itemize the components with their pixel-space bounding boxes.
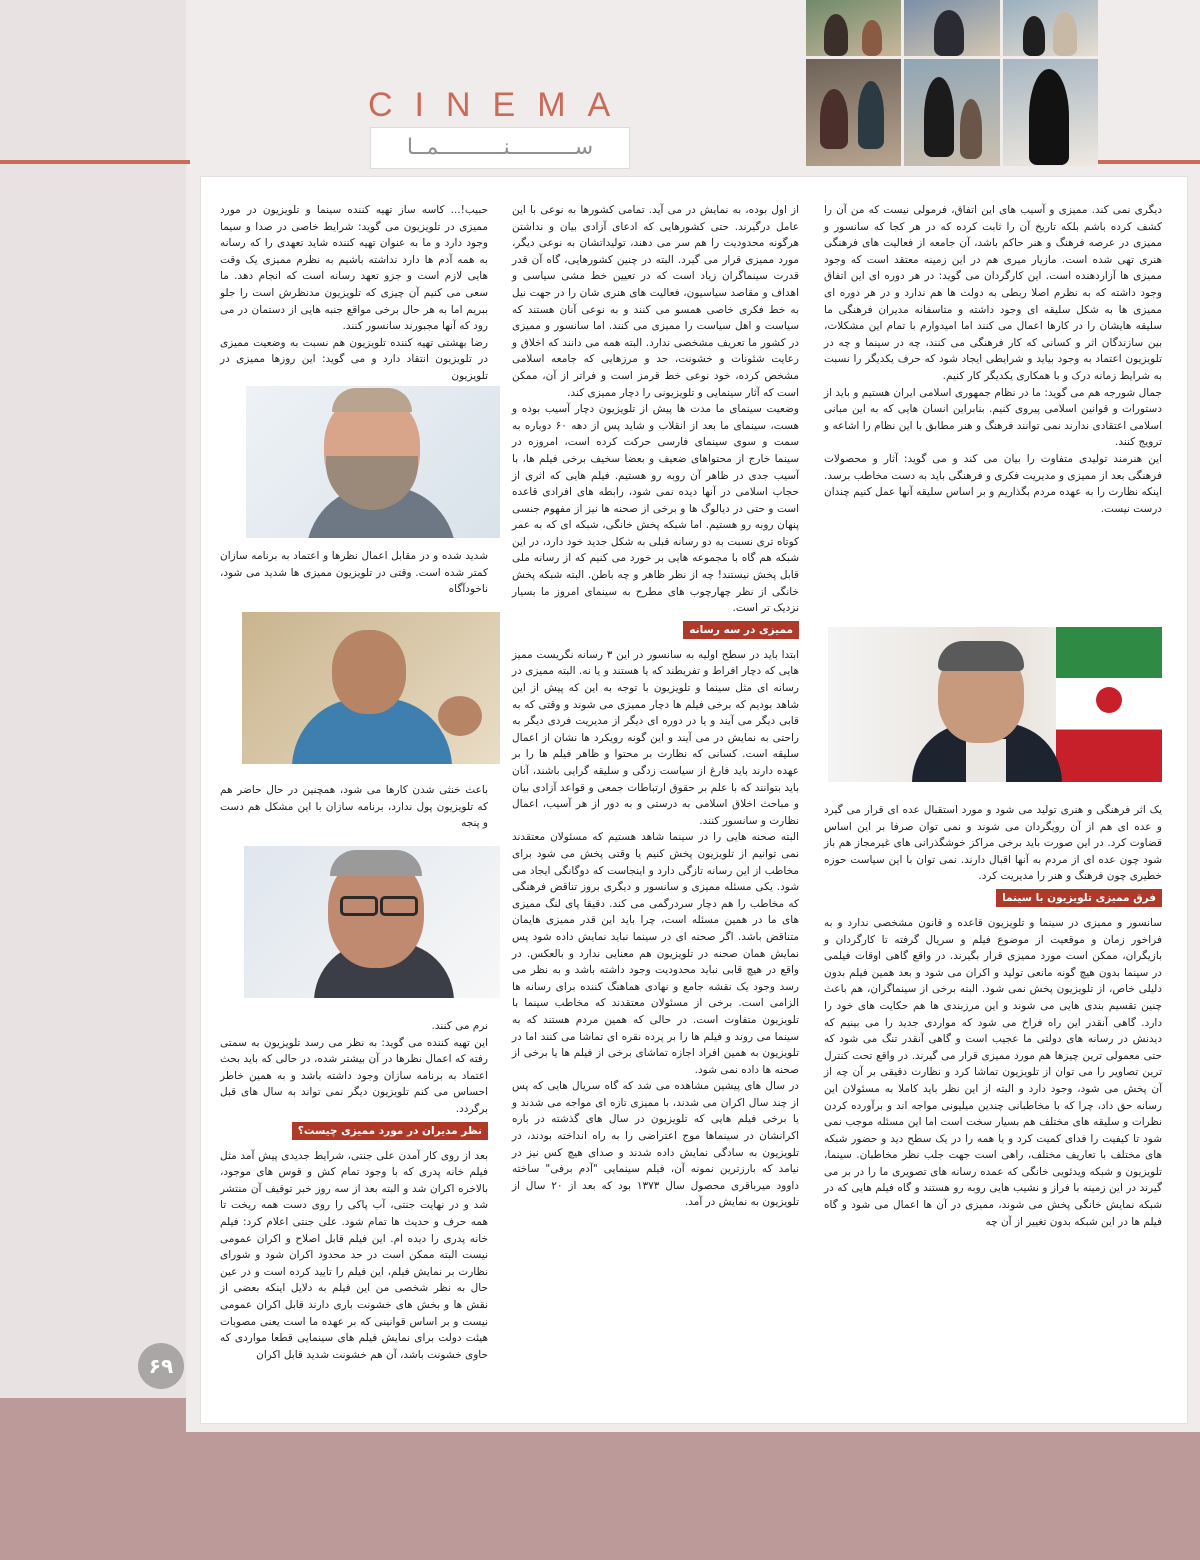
paragraph: بعد از روی کار آمدن علی جنتی، شرایط جدیدی پیش آمد مثل فیلم خانه پدری که با وجود تمام کش و قوس های موجود، بالاخره اکران شد و البته بعد از سه روز خبر توقیف آن منتشر شد و در نهایت جنتی، آب پاکی را روی دست همه ریخت تا همه حرف و حدیث ها تمام شود. علی جنتی اعلام کرد: فیلم خانه پدری را دیده ام. این فیلم قابل اصلاح و اکران عمومی نیست البته ممکن است در حد محدود اکران شود و شورای نظارت بر نمایش فیلم، این فیلم را تایید کرده است و در عین حال به نظر شخصی من این فیلم به دلایل اینکه بعضی از نقش ها و بخش های خشونت باری دارند قابل اکران عمومی نیست و بر اساس قوانینی که بر عهده ما است یعنی مصوبات هیئت دولت برای نمایش فیلم های سینمایی قطعا مواردی که حاوی خشونت باشد، آن هم خشونت شدید قابل اکران <box>220 1149 488 1361</box>
subheading-three-media: ممیزی در سه رسانه <box>683 621 799 639</box>
paragraph: این هنرمند تولیدی متفاوت را بیان می کند و می گوید: آثار و محصولات فرهنگی بعد از ممیزی و مدیریت فکری و فرهنگی باید به دست مخاطب برسد. اینکه نظارت را به عهده مردم بگذاریم و بر اساس سلیقه آنها عمل کنیم چندان درست نیست. <box>824 452 1162 515</box>
man-in-shirt-photo <box>242 612 500 764</box>
article-column-right <box>824 202 1162 517</box>
film-stills-collage <box>806 0 1098 166</box>
header-rule-left <box>0 160 190 164</box>
paragraph: این تهیه کننده می گوید: به نظر می رسد تلویزیون به سمتی رفته که اعمال نظرها در آن بیشتر شده، در حالی که باید بحث اعتماد به برنامه سازان وجود داشته باشد و به همین خاطر احساس می کنم تلویزیون دیگر نمی تواند به سال های قبل برگردد. <box>220 1036 488 1115</box>
paragraph: سانسور و ممیزی در سینما و تلویزیون قاعده و قانون مشخصی ندارد و به فراخور زمان و موقعیت از موضوع فیلم و سریال گرفته تا کارگردان و بازیگران، ممکن است مورد ممیزی قرار بگیرند. در واقع گاهی اوقات فیلمی در سینما بدون هیچ گونه مانعی تولید و اکران می شود و بعد همین فیلم بدون دلیلی خاص، از تلویزیون پخش نمی شود. البته برخی از سینماگران، هم باعث چنین تقسیم بندی هایی می شوند و این مرزبندی ها هم حکایت های خود را دارد. گاهی آنقدر این راه فراخ می شود که مواردی جدید را می بینیم که دیدنش در رسانه های دولتی ما عجیب است و گاهی آنقدر تنگ می شود که حتی معمولی ترین چیزها هم مورد ممیزی قرار می گیرند. در واقع تحت کنترل ترین تصاویر را می توان از تلویزیون تماشا کرد و نظارت دقیقی بر آن چه از آن پخش می شود، وجود دارد و البته از این نظر باید کاملا به مسئولان این رسانه حق داد، چرا که با مخاطبانی چندین میلیونی مواجه اند و برآورده کردن نظرات و سلیقه های مختلف هم بسیار سخت است اما این مسئله موجب نمی شود تا کیفیت را فدای کمیت کرد و یا همه را در یک سطح دید و حضور شبکه های مختلف با تعاریف مختلف، راهی است جهت جلب نظر مخاطبان. سینما، تلویزیون و شبکه ویدئویی خانگی که عمده رسانه های تصویری ما را در بر می گیرند در این زمینه با فراز و نشیب هایی روبه رو هستند و گاه فیلم هایی که در شبکه نمایش خانگی پخش می شوند، ممیزی در آن ها اعمال می شود و گاه فیلم ها در این شبکه بدون تغییر از آن چه <box>824 916 1162 1228</box>
bottom-decorative-band <box>0 1432 1200 1560</box>
minister-photo <box>828 627 1162 782</box>
paragraph: البته صحنه هایی را در سینما شاهد هستیم که مسئولان معتقدند نمی توانیم از تلویزیون پخش کنیم یا وقتی پخش می شود برای مخاطب از این رسانه تازگی دارد و اینجاست که دوگانگی ایجاد می شود. یکی مسئله ممیزی و سانسور و دیگری بروز تناقض فرهنگی که مخاطب را هم دچار سردرگمی می کند. دقیقا پای لنگ ممیزی های ما در همین مسئله است، چرا باید این قدر ممیزی هایمان متناقض باشد. اگر صحنه ای در سینما نباید نمایش داده شود پس نمایش همان صحنه در تلویزیون هم معنایی ندارد و بالعکس. در واقع در هیچ قابی نباید محدودیت وجود داشته باشد و به نظر می رسد وجود یک نقشه جامع و نهادی هماهنگ کننده برای رسانه ها الزامی است. برخی از مسئولان معتقدند که مخاطب سینما با تلویزیون متفاوت است. در حالی که همین مردم هستند که به سینما می روند و فیلم ها را بر پرده نقره ای تماشا می کنند اما در تلویزیون به همین افراد اجازه تماشای برخی از فیلم ها یا برخی از صحنه ها داده نمی شود. <box>512 831 799 1076</box>
page-number: ۶۹ <box>138 1343 184 1389</box>
paragraph: رضا بهشتی تهیه کننده تلویزیون هم نسبت به وضعیت ممیزی در تلویزیون انتقاد دارد و می گوید: این روزها ممیزی در تلویزیون <box>220 336 488 382</box>
article-column-left-caption1 <box>220 548 488 598</box>
film-still <box>806 59 901 166</box>
man-with-glasses-photo <box>244 846 500 998</box>
paragraph: باعث خنثی شدن کارها می شود، همچنین در حال حاضر هم که تلویزیون پول ندارد، برنامه سازان با این مشکل هم دست و پنجه <box>220 784 488 830</box>
article-column-right-lower <box>824 802 1162 1230</box>
paragraph: ابتدا باید در سطح اولیه به سانسور در این ۳ رسانه نگریست ممیز هایی که دچار افراط و تفریطند که یا هستند و یا نه. البته ممیزی در رسانه ای مثل سینما و تلویزیون با توجه به این که پیش از این شاهد بودیم که برخی فیلم ها دچار ممیزی می شوند و وقتی که به قابی دیگر می آیند و یا در دوره ای دیگر از مدیریت فردی دیگر به راحتی به نمایش در می آیند و این گونه رویکرد ها نشان از اعمال سلیقه است. کسانی که نظارت بر محتوا و ظاهر فیلم ها را بر عهده دارند باید فارغ از سیاست زدگی و سلیقه گرایی باشند، آنان باید بتوانند که با علم بر حقوق ارتباطات جمعی و قواعد آزادی بیان و مباحث اخلاق اسلامی به درستی و به دور از هر آسیب، اعمال نظارت و سانسور کنند. <box>512 648 799 827</box>
article-column-left <box>220 202 488 385</box>
paragraph: حبیب!... کاسه ساز تهیه کننده سینما و تلویزیون در مورد ممیزی در تلویزیون می گوید: شرایط خاصی در صدا و سیما وجود دارد و ما به عنوان تهیه کننده شاید تعهدی را که رسانه به همه آدم ها دارد نداشته باشیم به نظرم ممیزی یک وقت هایی لازم است و جزو تعهد رسانه است که انجام دهد. ما سعی می کنیم آن چیزی که تلویزیون مدنظرش است را جلو ببریم اما به هر حال برخی مواقع جنبه هایی از دستمان در می رود که آنها مجبورند سانسور کنند. <box>220 204 488 333</box>
paragraph: وضعیت سینمای ما مدت ها پیش از تلویزیون دچار آسیب بوده و هست، سینمای ما بعد از انقلاب و شاید پس از دهه ۶۰ دوباره به سمت و سوی سینمای فارسی حرکت کرده است، امروزه در سینما خارج از محتواهای ضعیف و بعضا سخیف برخی فیلم ها، با آسیب جدی در ظاهر آن روبه رو هستیم. فیلم هایی که اثری از حجاب اسلامی در آنها دیده نمی شود، رابطه های افرادی قاعده است و حتی در دیالوگ ها و برخی از صحنه ها نیز از مفهوم جنسی پنهان روبه رو هستیم. اما شبکه پخش خانگی، شبکه ای که به عمر کوتاه تری نسبت به دو رسانه قبلی به شکل جدید خود دارد، در این شبکه هم گاه با مجموعه هایی بر خورد می کنیم که از رسانه ملی قابل پخش نیستند! چه از نظر ظاهر و چه باطن. البته شبکه پخش خانگی از نظر چهارچوب های مطرح به سینمای امروز ما بسیار نزدیک تر است. <box>512 403 799 615</box>
section-title-persian: ســــــــــنــــــــــمــا <box>370 127 630 169</box>
film-still <box>904 59 999 166</box>
paragraph: از اول بوده، به نمایش در می آید. تمامی کشورها به نوعی با این عامل درگیرند. حتی کشورهایی که ادعای آزادی بیان و نداشتن هرگونه محدودیت را هم سر می دهند، تولیداتشان به نوعی دیگر، مورد ممیزی قرار می گیرد. البته در چنین کشورهایی، گاه آن قدر قدرت سینماگران زیاد است که در تعیین خط مشی سیاسی و اهداف و مقاصد سیاسیون، فعالیت های هنری شان را در جهت نیل به خط فکری خاصی همسو می کنند و به نوعی آنان هستند که سیاست و اهل سیاست را ممیزی می کنند. اما سانسور و ممیزی در کشور ما تعریف مشخصی ندارد. البته همه می دانند که اخلاق و رعایت شئونات و خشونت، حد و مرزهایی که جامعه اسلامی مشخص کرده، خود نوعی خط قرمز است و فراتر از آن، ممکن است که آثار سینمایی و تلویزیونی را دچار ممیزی کند. <box>512 204 799 399</box>
paragraph: نرم می کنند. <box>431 1020 488 1032</box>
paragraph: در سال های پیشین مشاهده می شد که گاه سریال هایی که پس از چند سال اکران می شدند، با ممیزی تازه ای مواجه می شدند و یا برخی فیلم هایی که تلویزیون در سال های گذشته در باره اکرانشان در سینماها موج اعتراضی را به راه انداخته بودند، در تلویزیون به سادگی نمایش داده شدند و صدای هیچ کس نیز در نیامد که بارزترین نمونه آن، فیلم سینمایی "آدم برفی" ساخته داوود میرباقری محصول سال ۱۳۷۳ بود که بعد از ۲۰ سال از تلویزیون به نمایش در آمد. <box>512 1080 800 1209</box>
paragraph: یک اثر فرهنگی و هنری تولید می شود و مورد استقبال عده ای قرار می گیرد و عده ای هم از آن رویگردان می شوند و نمی توان صرفا بر این اساس قضاوت کرد. در این صورت باید برخی مراکز خوشگذرانی های غیرمجاز هم باز شود چون عده ای از مردم به آنها اقبال دارند. نمی توان با این سیاست حوزه خطیری چون فرهنگ و هنر را مدیریت کرد. <box>824 804 1162 883</box>
left-decorative-strip <box>0 1398 186 1438</box>
paragraph: شدید شده و در مقابل اعمال نظرها و اعتماد به برنامه سازان کمتر شده است. وقتی در تلویزیون ممیزی ها شدید می شود، ناخودآگاه <box>220 550 488 596</box>
film-still <box>904 0 999 56</box>
article-column-left-lower <box>220 1018 488 1363</box>
film-still <box>1003 0 1098 56</box>
subheading-managers-view: نظر مدیران در مورد ممیزی چیست؟ <box>292 1122 488 1140</box>
bearded-man-photo <box>246 386 500 538</box>
paragraph: دیگری نمی کند. ممیزی و آسیب های این اتفاق، فرمولی نیست که من آن را کشف کرده باشم بلکه تاریخ آن را ثابت کرده که در هر کجا که سانسور و ممیزی در عرصه فرهنگ و هنر حاکم باشد، آن جامعه از فعالیت های فرهنگی هنری تهی شده است. مازیار میری هم در این زمینه معتقد است که وجود ممیزی ها آزاردهنده است. این کارگردان می گوید: در هر دوره ای این اتفاق وجود داشته که به نظرم اصلا ربطی به دولت ها هم ندارد و در هر دوره ای ممیزی ها به شکل سلیقه ای وجود داشته و متاسفانه مدیران فرهنگی ما سلیقه هایشان را در کارها اعمال می کنند اما امیدوارم با تمام این مشکلات، بین سازندگان اثر و کسانی که کار فرهنگی می کنند، چه در سینما و چه در تلویزیون اعتماد به وجود بیاید و شرایطی ایجاد شود که حرف یکدیگر را نسبت به شرایط زمانه درک و با همکاری یکدیگر کار کنیم. <box>824 204 1162 382</box>
paragraph: جمال شورجه هم می گوید: ما در نظام جمهوری اسلامی ایران هستیم و باید از دستورات و قوانین اسلامی پیروی کنیم. بنابراین انسان هایی که به این مبانی اسلامی اعتقادی ندارند نمی توانند فرهنگ و هنر مطابق با این نظام را اشاعه و ترویج کنند. <box>824 386 1162 449</box>
section-title-english: CINEMA <box>368 86 633 124</box>
film-still <box>1003 59 1098 166</box>
film-still <box>806 0 901 56</box>
article-column-middle <box>512 202 799 1211</box>
subheading-tv-vs-cinema: فرق ممیزی تلویزیون با سینما <box>996 889 1162 907</box>
article-column-left-caption2 <box>220 782 488 832</box>
